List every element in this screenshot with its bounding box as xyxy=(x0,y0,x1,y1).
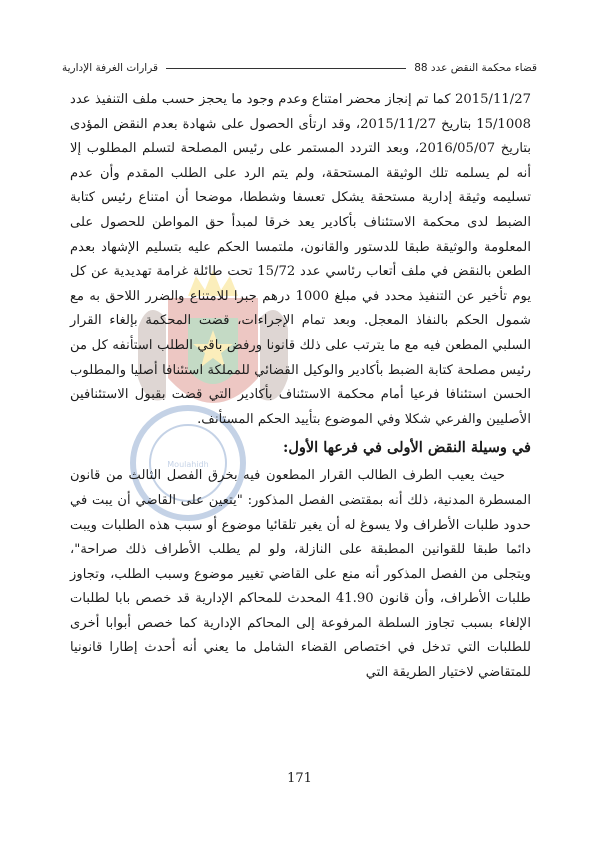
page-number: 171 xyxy=(287,771,312,786)
section-heading: في وسيلة النقض الأولى في فرعها الأول: xyxy=(282,439,531,457)
svg-text:Moulahidh: Moulahidh xyxy=(167,460,209,469)
header-rule xyxy=(166,68,406,69)
body-paragraph-2: حيث يعيب الطرف الطالب القرار المطعون فيه بخرق الفصل الثالث من قانون المسطرة المدنية، ذلك أنه بمقتضى الفصل المذكور: "يتعين على القاضي أن يبت في حدود طلبات الأطراف ولا يسوغ له أن يغير تلقائيا موضوع أو سبب هذه الطلبات ويبت دائما طبقا للقوانين المطبقة على النازلة، ولو لم يطلب الأطراف ذلك صراحة"، ويتجلى من الفصل المذكور أنه منع على القاضي تغيير موضوع وسبب الطلب، وتجاوز طلبات الأطراف، وأن قانون 41.90 المحدث للمحاكم الإدارية قد خصص بابا لطلبات الإلغاء بسبب تجاوز السلطة المرفوعة إلى المحاكم الإدارية كما خصص أبوابا أخرى للطلبات التي تدخل في اختصاص القضاء الشامل ما يعني أنه أحدث إطارا قانونيا للمتقاضي لاختيار الطريقة التي xyxy=(70,468,531,681)
running-header xyxy=(62,58,537,78)
header-section-title: قرارات الغرفة الإدارية xyxy=(62,62,159,74)
body-paragraph-1: 2015/11/27 كما تم إنجاز محضر امتناع وعدم وجود ما يحجز حسب ملف التنفيذ عدد 15/1008 بتاريخ 2015/11/27، وقد ارتأى الحصول على شهادة بعدم النقض المؤدى بتاريخ 2016/05/07، وبعد التردد المستمر على رئيس المصلحة لتسلم المطلوب إلا أنه لم يسلمه تلك الوثيقة المستحقة، ولم يتم الرد على الطلب المقدم وأن عدم تسليمه وثيقة إدارية مستحقة يشكل تعسفا وشططا، موضحا أن امتناع رئيس كتابة الضبط لدى محكمة الاستئناف بأكادير يعد خرقا لمبدأ حق المواطن للحصول على المعلومة والوثيقة طبقا للدستور والقانون، ملتمسا الحكم عليه بتسليم الإشهاد بعدم الطعن بالنقض في ملف أتعاب رئاسي عدد 15/72 تحت طائلة غرامة تهديدية عن كل يوم تأخير عن التنفيذ محدد في مبلغ 1000 درهم جبرا للامتناع والضرر اللاحق به مع شمول الحكم بالنفاذ المعجل. وبعد تمام الإجراءات، قضت المحكمة بإلغاء القرار السلبي المطعن فيه مع ما يترتب على ذلك قانونا ورفض باقي الطلب استأنفه كل من رئيس مصلحة كتابة الضبط بأكادير والوكيل القضائي للمملكة استئنافا أصليا والمطلوب الحسن استئنافا فرعيا أمام محكمة الاستئناف بأكادير التي قضت بقبول الاستئنافين الأصليين والفرعي شكلا وفي الموضوع بتأييد الحكم المستأنف. xyxy=(70,92,531,427)
header-journal-title: قضاء محكمة النقض عدد 88 xyxy=(414,62,537,74)
page-body xyxy=(70,88,531,686)
